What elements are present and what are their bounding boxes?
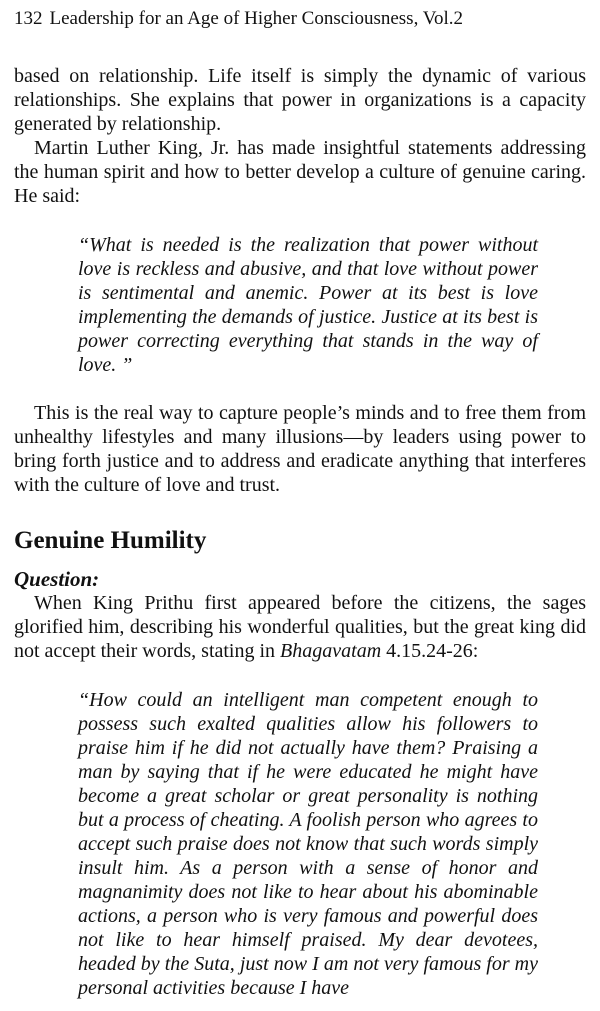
paragraph-mlk-intro: Martin Luther King, Jr. has made insightful statements addressing the human spirit and how to better develop a culture of genuine caring. He said:	[14, 137, 586, 207]
book-reference-title: Bhagavatam	[280, 640, 382, 662]
paragraph-relationship: based on relationship. Life itself is simply the dynamic of various relationships. She explains that power in organizations is a capacity generated by relationship.	[14, 65, 586, 135]
quote-king-prithu: “How could an intelligent man competent enough to possess such exalted qualities allow his followers to praise him if he did not actually have them? Praising a man by saying that if he were educated he might have become a great scholar or great personality is nothing but a process of cheating. A foolish person who agrees to accept such praise does not know that such words simply insult him. As a person with a sense of honor and magnanimity does not like to hear about his abominable actions, a person who is very famous and powerful does not like to hear himself praised. My dear devotees, headed by the Suta, just now I am not very famous for my personal activities because I have	[78, 689, 538, 999]
running-head	[14, 6, 586, 32]
page-number: 132	[14, 8, 43, 29]
question-label: Question:	[14, 567, 100, 591]
paragraph-king-prithu	[14, 591, 586, 663]
section-heading: Genuine Humility	[14, 527, 207, 554]
quote-mlk: “What is needed is the realization that power without love is reckless and abusive, and that love without power is sentimental and anemic. Power at its best is love implementing the demands of justice. Justice at its best is power correcting everything that stands in the way of love. ”	[78, 234, 538, 376]
paragraph-real-way: This is the real way to capture people’s minds and to free them from unhealthy lifestyles and many illusions—by leaders using power to bring forth justice and to address and eradicate anything that interferes with the culture of love and trust.	[14, 402, 586, 496]
book-title: Leadership for an Age of Higher Consciousness, Vol.2	[49, 8, 464, 29]
paragraph-king-prithu-text: When King Prithu first appeared before the citizens, the sages glorified him, describing his wonderful qualities, but the great king did not accept their words, stating in	[14, 592, 586, 662]
verse-reference: 4.15.24-26:	[381, 640, 479, 662]
